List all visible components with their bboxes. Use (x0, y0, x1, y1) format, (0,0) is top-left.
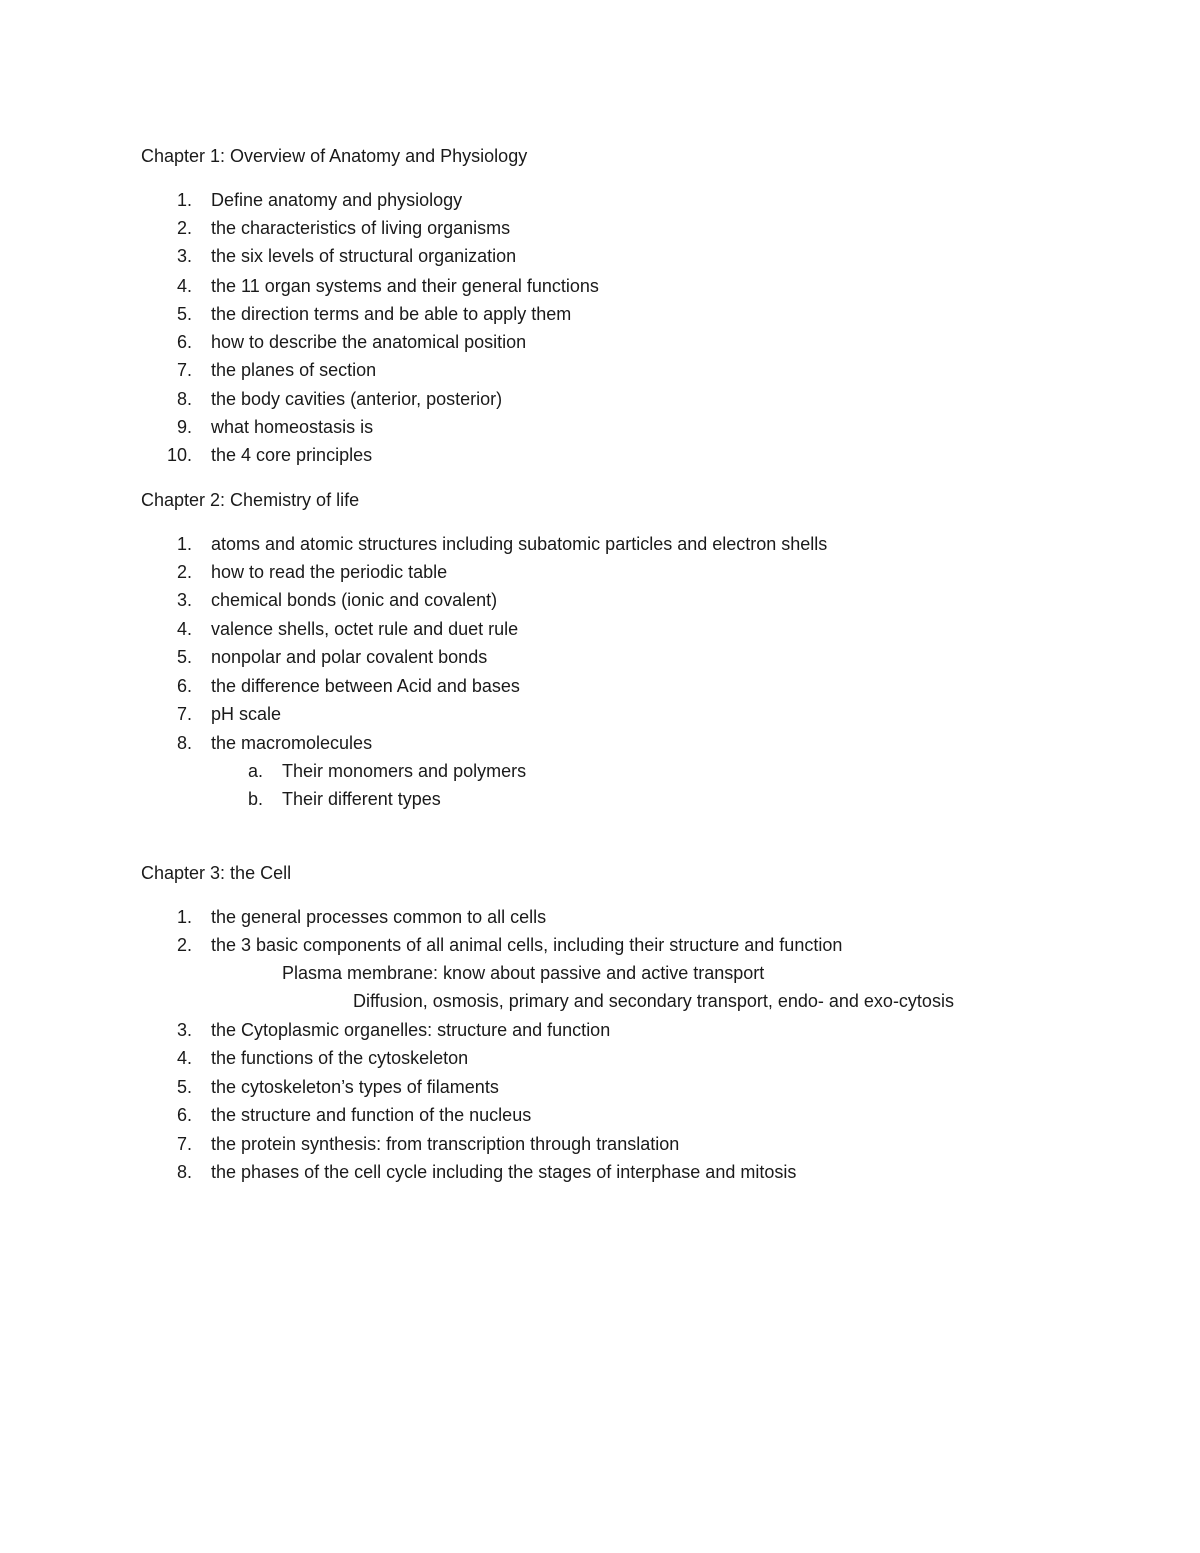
list-number: 10. (166, 445, 192, 465)
list-item: nonpolar and polar covalent bonds (211, 647, 488, 667)
list-number: 4. (176, 276, 192, 296)
list-number: 5. (176, 304, 192, 324)
list-number: 2. (176, 562, 192, 582)
list-item: atoms and atomic structures including subatomic particles and electron shells (211, 534, 828, 554)
list-number: 6. (176, 1105, 192, 1125)
list-number: 6. (176, 676, 192, 696)
list-number: 6. (176, 332, 192, 352)
list-item: the phases of the cell cycle including the stages of interphase and mitosis (211, 1162, 797, 1182)
list-item: the 4 core principles (211, 445, 373, 465)
list-item: the protein synthesis: from transcription through translation (211, 1134, 680, 1154)
list-item: Define anatomy and physiology (211, 190, 463, 210)
list-item: the six levels of structural organization (211, 246, 517, 266)
list-number: 7. (176, 704, 192, 724)
list-number: 1. (176, 534, 192, 554)
chapter-3-title: Chapter 3: the Cell (141, 863, 292, 883)
list-number: 7. (176, 1134, 192, 1154)
list-item: the structure and function of the nucleus (211, 1105, 532, 1125)
list-item: the cytoskeleton’s types of filaments (211, 1077, 499, 1097)
list-number: 2. (176, 218, 192, 238)
list-item: the 11 organ systems and their general functions (211, 276, 599, 296)
list-number: 8. (176, 733, 192, 753)
list-item: valence shells, octet rule and duet rule (211, 619, 519, 639)
list-item: the characteristics of living organisms (211, 218, 511, 238)
list-item: how to describe the anatomical position (211, 332, 527, 352)
indented-note: Diffusion, osmosis, primary and secondary transport, endo- and exo-cytosis (353, 991, 954, 1011)
list-number: 9. (176, 417, 192, 437)
sublist-letter: b. (247, 789, 263, 809)
list-number: 4. (176, 1048, 192, 1068)
sublist-item: Their monomers and polymers (282, 761, 527, 781)
list-item: what homeostasis is (211, 417, 374, 437)
list-item: pH scale (211, 704, 282, 724)
list-number: 4. (176, 619, 192, 639)
list-item: the 3 basic components of all animal cells, including their structure and function (211, 935, 843, 955)
list-item: the Cytoplasmic organelles: structure and function (211, 1020, 611, 1040)
list-item: the macromolecules (211, 733, 373, 753)
list-number: 1. (176, 190, 192, 210)
chapter-2-title: Chapter 2: Chemistry of life (141, 490, 360, 510)
list-item: the general processes common to all cells (211, 907, 547, 927)
list-item: the direction terms and be able to apply them (211, 304, 572, 324)
sublist-item: Their different types (282, 789, 441, 809)
list-number: 5. (176, 647, 192, 667)
list-number: 8. (176, 1162, 192, 1182)
list-number: 7. (176, 360, 192, 380)
sublist-letter: a. (247, 761, 263, 781)
list-item: how to read the periodic table (211, 562, 448, 582)
list-number: 5. (176, 1077, 192, 1097)
list-number: 8. (176, 389, 192, 409)
list-number: 3. (176, 246, 192, 266)
list-number: 3. (176, 590, 192, 610)
chapter-1-title: Chapter 1: Overview of Anatomy and Physiology (141, 146, 528, 166)
indented-note: Plasma membrane: know about passive and active transport (282, 963, 765, 983)
list-item: the difference between Acid and bases (211, 676, 520, 696)
list-number: 3. (176, 1020, 192, 1040)
list-number: 2. (176, 935, 192, 955)
list-item: the planes of section (211, 360, 377, 380)
list-number: 1. (176, 907, 192, 927)
list-item: chemical bonds (ionic and covalent) (211, 590, 498, 610)
list-item: the functions of the cytoskeleton (211, 1048, 469, 1068)
list-item: the body cavities (anterior, posterior) (211, 389, 503, 409)
